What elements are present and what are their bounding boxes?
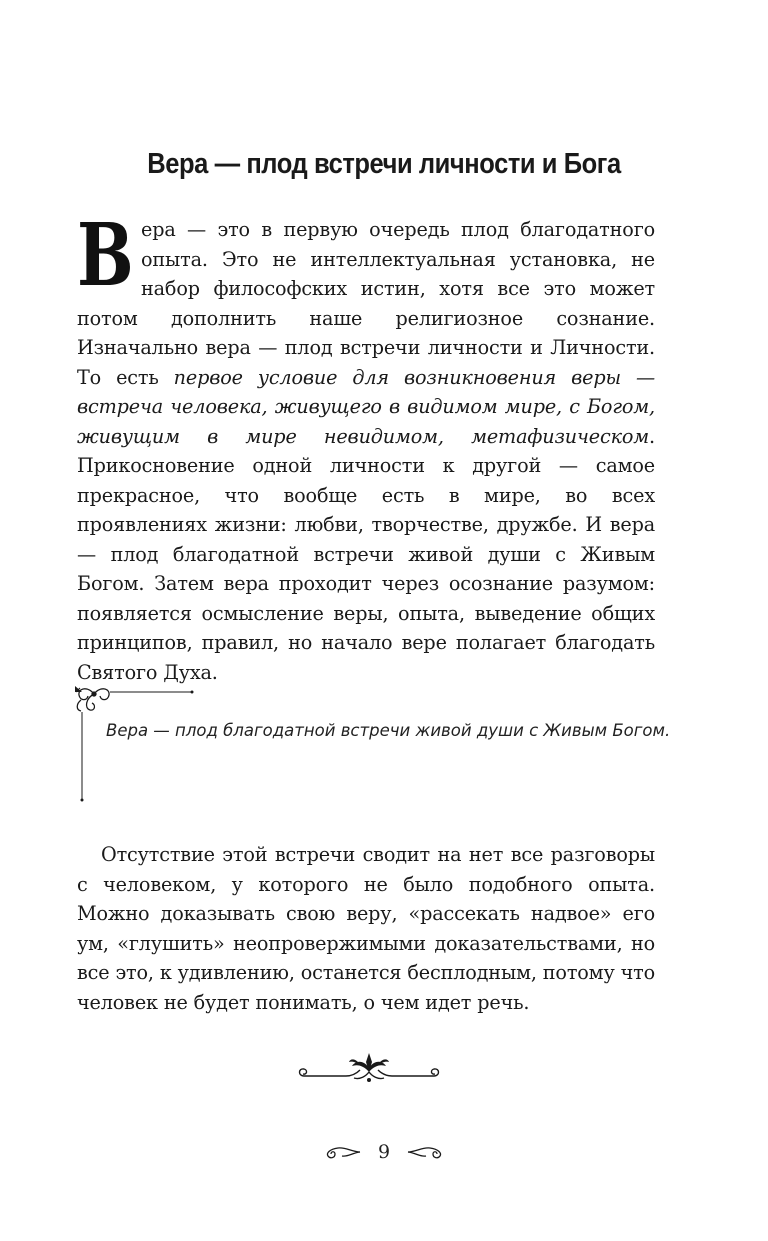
page-title: Вера — плод встречи личности и Бога	[147, 148, 621, 180]
drop-cap: В	[77, 205, 134, 306]
paragraph-2: Отсутствие этой встречи сводит на нет все разговоры с человеком, у которого не было подобного опыта. Можно доказывать свою веру, «рассекать надвое» его ум, «глушить» неопровержимыми доказательствами, но все это, к удивлению, останется бесплодным, потому что человек не будет понимать, о чем идет речь.	[77, 843, 655, 1014]
swirl-right-icon	[404, 1143, 446, 1161]
fleuron-divider-icon	[294, 1050, 444, 1090]
page-number: 9	[377, 1141, 391, 1163]
paragraph-1	[77, 205, 655, 687]
swirl-left-icon	[322, 1143, 364, 1161]
pull-quote-text: Вера — плод благодатной встречи живой души с Живым Богом.	[106, 721, 671, 740]
paragraph-1-text-end: . Прикосновение одной личности к другой — самое прекрасное, что вообще есть в мире, во всех проявлениях жизни: любви, творчестве, дружбе. И вера — плод благодатной встречи живой души с Живым Богом. Затем вера проходит через осознание разумом: появляется осмысление веры, опыта, выведение общих принципов, правил, но начало вере полагает благодать Святого Духа.	[77, 424, 655, 684]
page-footer	[0, 1140, 768, 1163]
paragraph-1-italic: первое условие для возникновения веры — встреча человека, живущего в видимом мире, с Богом, живущим в мире невидимом, метафизическом	[77, 365, 655, 448]
pull-quote	[72, 680, 672, 805]
paragraph-1-text: ера — это в первую очередь плод благодатного опыта. Это не интеллектуальная установка, не набор философских истин, хотя все это может потом дополнить наше религиозное сознание. Изначально вера — плод встречи личности и Личности. То есть	[77, 218, 655, 389]
